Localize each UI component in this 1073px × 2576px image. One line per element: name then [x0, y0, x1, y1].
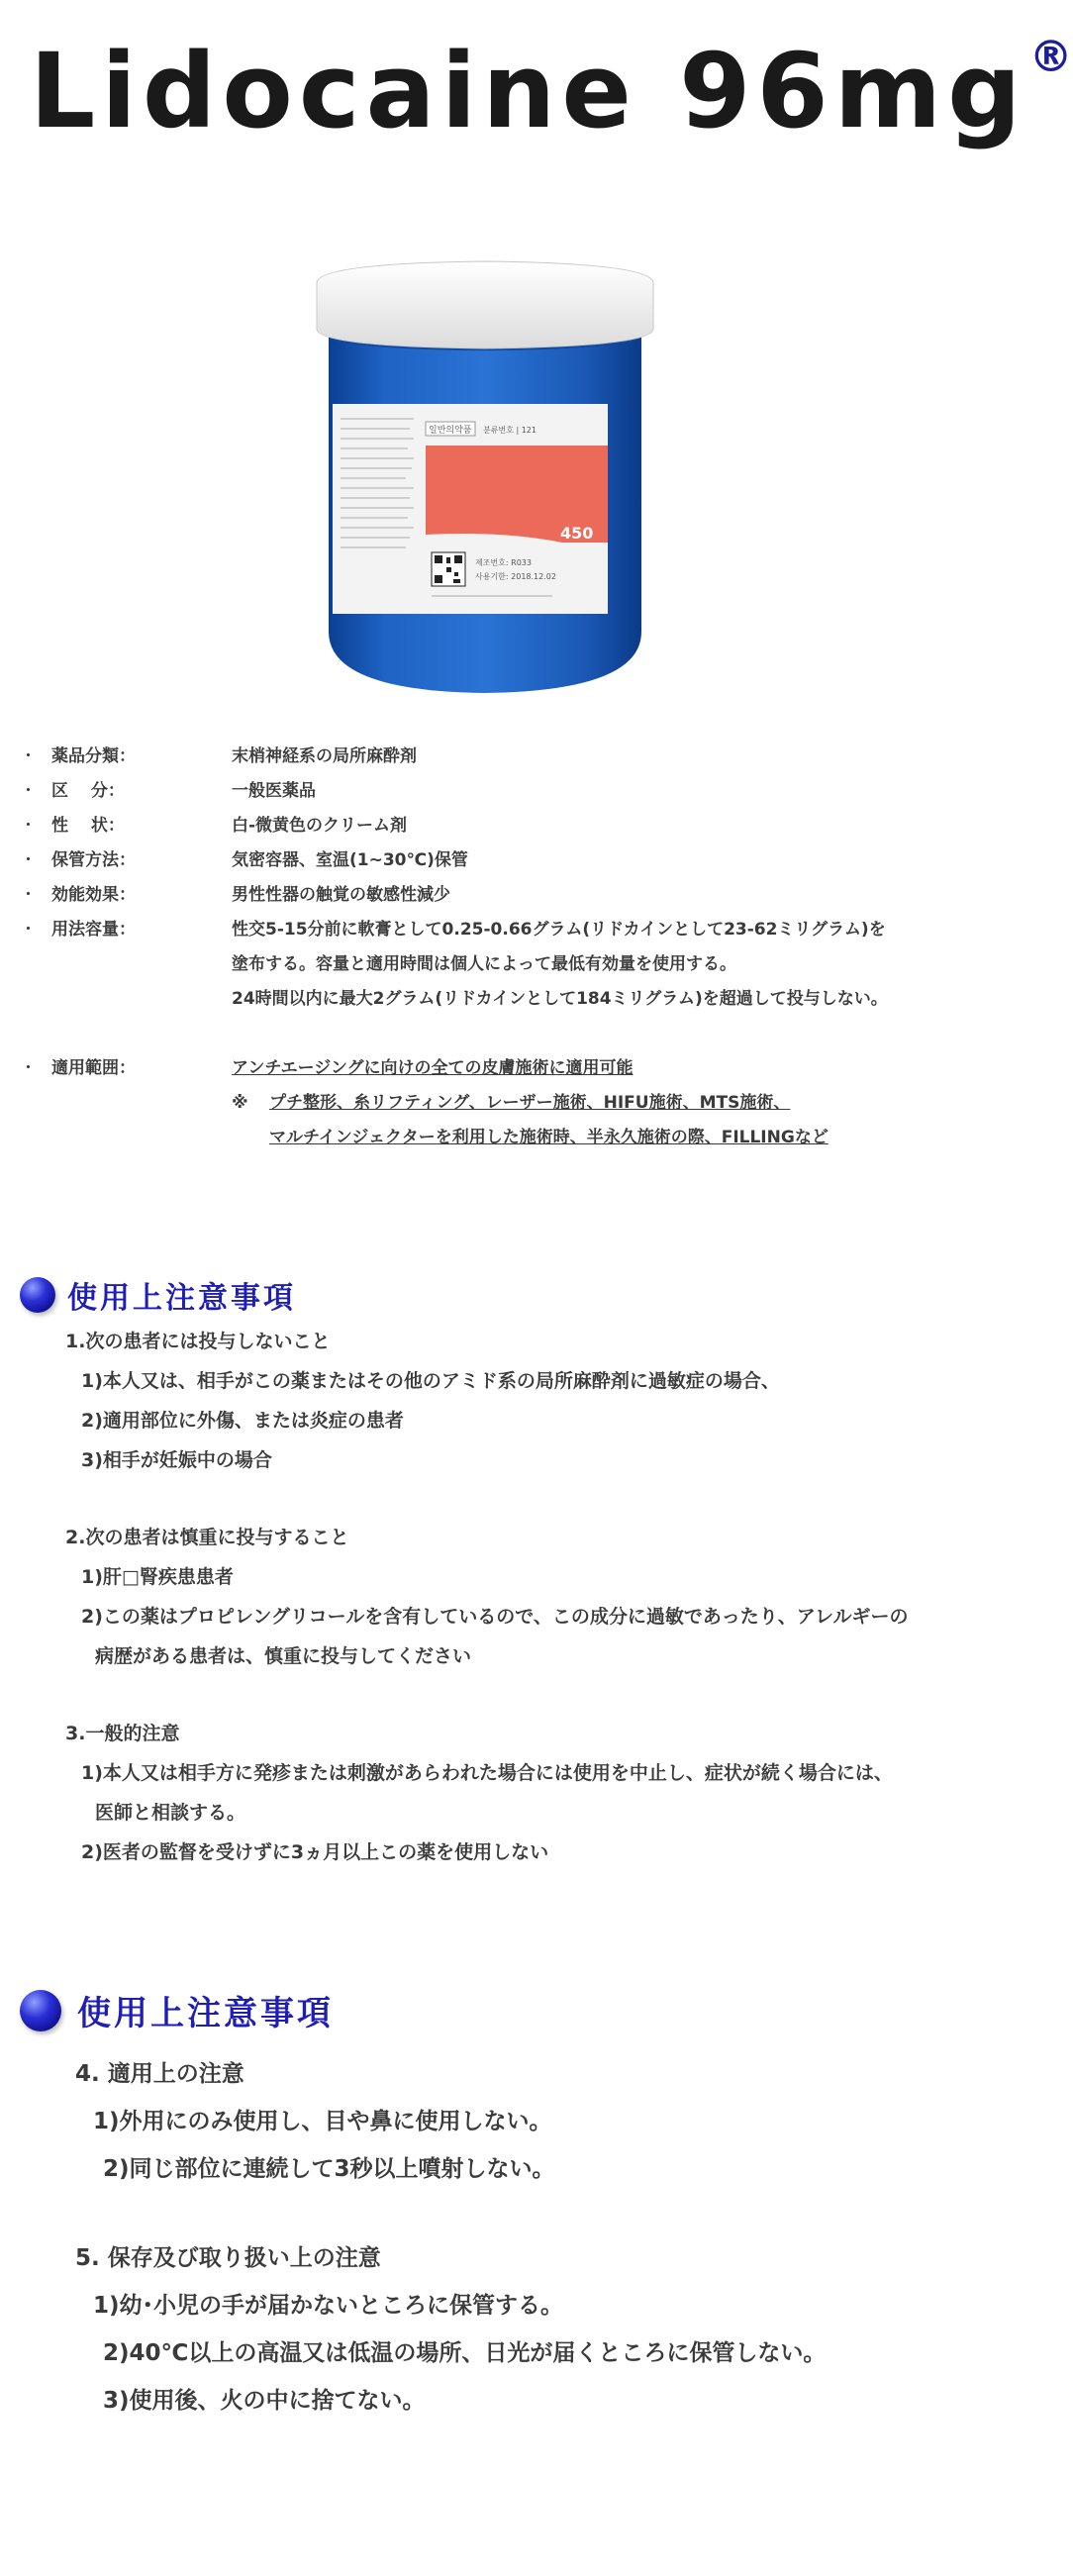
label-amount: 450 [560, 524, 594, 543]
bullet: ・ [20, 885, 37, 905]
precaution-heading: 4. 適用上の注意 [75, 2061, 244, 2087]
precaution-item: 1)幼･小児の手が届かないところに保管する。 [93, 2293, 564, 2319]
spec-label: 用法容量： [51, 920, 136, 940]
blue-ball-icon [20, 1277, 55, 1313]
section-title: 使用上注意事項 [67, 1281, 296, 1316]
spec-value: 男性性器の触覚の敏感性減少 [232, 885, 450, 905]
title-text: Lidocaine 96mg [30, 31, 1027, 151]
note-line: プチ整形、糸リフティング、レーザー施術、HIFU施術、MTS施術、 [269, 1093, 791, 1113]
label-expiry: 사용기한: 2018.12.02 [475, 572, 556, 581]
label-header-right: 분류번호 | 121 [483, 426, 536, 435]
bullet: ・ [20, 746, 37, 766]
spec-value: 白-微黄色のクリーム剤 [232, 816, 408, 836]
product-label [333, 404, 608, 614]
spec-label: 区 分： [51, 781, 125, 801]
section-heading-precautions-2 [20, 1986, 334, 2034]
bullet: ・ [20, 1058, 37, 1078]
note-line: マルチインジェクターを利用した施術時、半永久施術の際、FILLINGなど [269, 1128, 829, 1147]
precaution-item: 2)40℃以上の高温又は低温の場所、日光が届くところに保管しない。 [103, 2340, 827, 2366]
spec-value: 性交5-15分前に軟膏として0.25-0.66グラム(リドカインとして23-62ミリグラム)を [232, 920, 886, 940]
bullet: ・ [20, 816, 37, 836]
spec-value: アンチエージングに向けの全ての皮膚施術に適用可能 [232, 1058, 634, 1078]
spec-label: 効能効果： [51, 885, 136, 905]
precaution-item: 1)本人又は、相手がこの薬またはその他のアミド系の局所麻酔剤に過敏症の場合、 [81, 1370, 780, 1392]
page-title [30, 31, 1073, 151]
spec-value: 気密容器、室温(1~30℃)保管 [232, 850, 468, 870]
spec-value-line: 塗布する。容量と適用時間は個人によって最低有効量を使用する。 [232, 954, 736, 974]
precaution-item-cont: 医師と相談する。 [95, 1802, 246, 1824]
product-jar-image [315, 255, 655, 701]
spec-value: 一般医薬品 [232, 781, 316, 801]
precaution-item: 2)この薬はプロピレングリコールを含有しているので、この成分に過敏であったり、アレルギーの [81, 1606, 909, 1628]
precaution-item-cont: 病歴がある患者は、慎重に投与してください [95, 1645, 472, 1667]
section-title: 使用上注意事項 [77, 1994, 334, 2033]
precaution-item: 2)同じ部位に連続して3秒以上噴射しない。 [103, 2156, 555, 2182]
bullet: ・ [20, 920, 37, 940]
precaution-item: 1)本人又は相手方に発疹または刺激があらわれた場合には使用を中止し、症状が続く場合には、 [81, 1762, 893, 1784]
blue-ball-icon [20, 1990, 61, 2031]
bullet: ・ [20, 850, 37, 870]
precaution-heading: 3.一般的注意 [65, 1723, 180, 1744]
spec-label: 保管方法： [51, 850, 136, 870]
spec-label: 適用範囲： [51, 1058, 136, 1078]
label-header-left: 일반의약품 [429, 426, 472, 436]
precaution-item: 1)外用にのみ使用し、目や鼻に使用しない。 [93, 2109, 552, 2134]
precaution-item: 2)適用部位に外傷、または炎症の患者 [81, 1410, 404, 1432]
precaution-item: 1)肝□腎疾患患者 [81, 1566, 234, 1588]
bullet: ・ [20, 781, 37, 801]
spec-value-line: 24時間以内に最大2グラム(リドカインとして184ミリグラム)を超過して投与しない。 [232, 989, 888, 1009]
precaution-heading: 2.次の患者は慎重に投与すること [65, 1527, 349, 1548]
label-lot: 제조번호: R033 [475, 558, 532, 567]
spec-value: 末梢神経系の局所麻酔剤 [232, 746, 417, 766]
precaution-item: 3)相手が妊娠中の場合 [81, 1449, 272, 1471]
precaution-heading: 5. 保存及び取り扱い上の注意 [75, 2245, 381, 2271]
precaution-heading: 1.次の患者には投与しないこと [65, 1331, 331, 1352]
precaution-item: 2)医者の監督を受けずに3ヵ月以上この薬を使用しない [81, 1841, 549, 1863]
section-heading-precautions [20, 1273, 296, 1317]
registered-mark: ® [1028, 32, 1073, 82]
spec-label: 薬品分類： [51, 746, 136, 766]
spec-label: 性 状： [51, 816, 125, 836]
precaution-item: 3)使用後、火の中に捨てない。 [103, 2388, 426, 2414]
note-mark: ※ [232, 1093, 248, 1113]
